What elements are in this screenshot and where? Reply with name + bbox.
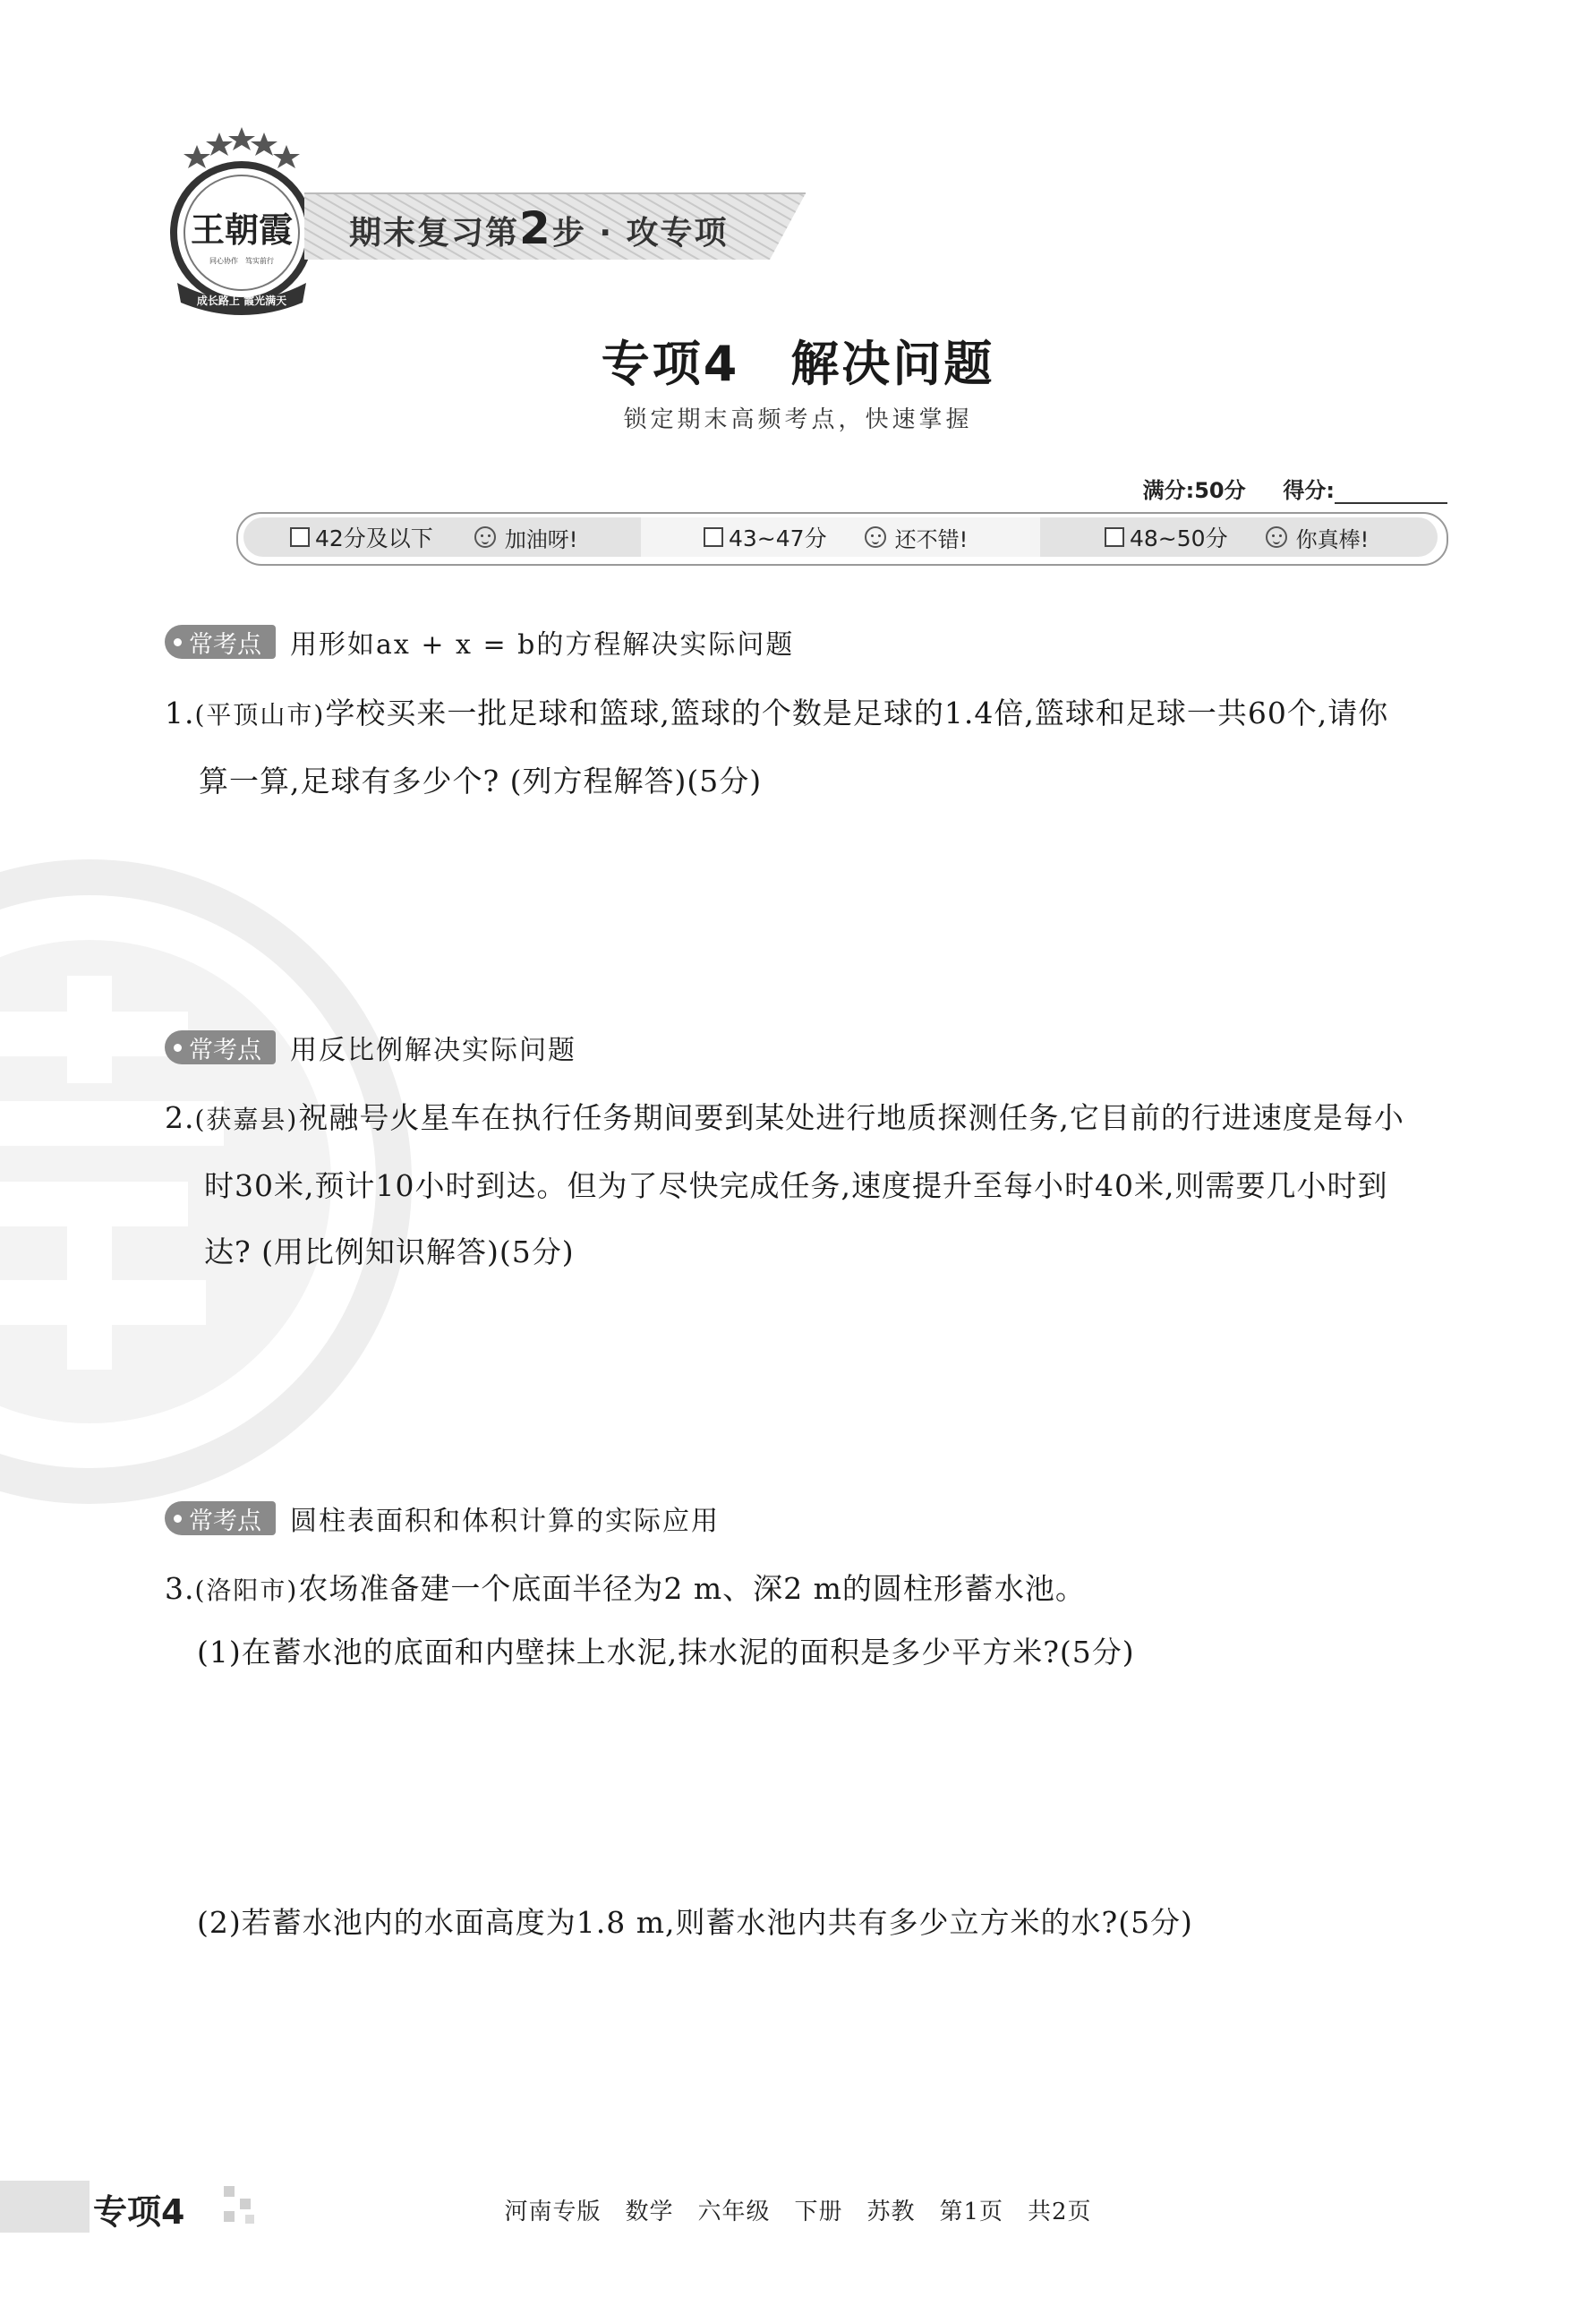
question-number-1: 1. [165,696,195,730]
rating-range-1: 42分及以下 [315,525,433,551]
question-1-line-1: 学校买来一批足球和篮球,篮球的个数是足球的1.4倍,篮球和足球一共60个,请你 [325,696,1389,730]
full-score-label: 满分:50分 [1142,478,1246,503]
smiley-icon [1266,526,1287,548]
rating-range-3: 48~50分 [1130,525,1228,551]
question-2-line-2: 时30米,预计10小时到达。但为了尽快完成任务,速度提升至每小时40米,则需要几小时到 [204,1168,1388,1203]
question-number-2: 2. [165,1100,195,1135]
question-2-line-3: 达? (用比例知识解答)(5分) [204,1234,575,1269]
footer-section-label: 专项4 [93,2192,185,2232]
rating-option-2[interactable] [704,521,968,553]
key-point-tag-label: 常考点 [189,630,261,659]
section-topic-1: 用形如ax + x = b的方程解决实际问题 [290,629,795,661]
logo-banner: 成长路上 霞光满天 [196,295,287,307]
header-step-text [349,202,729,254]
key-point-tag [165,1501,276,1535]
question-number-3: 3. [165,1571,195,1606]
question-source-1: (平顶山市) [194,700,326,730]
header-step-suffix: 步 · 攻专项 [551,215,729,252]
question-2-line-1: 祝融号火星车在执行任务期间要到某处进行地质探测任务,它目前的行进速度是每小 [298,1100,1404,1135]
question-3-line-1: 农场准备建一个底面半径为2 m、深2 m的圆柱形蓄水池。 [298,1571,1086,1606]
brand-logo [161,125,322,322]
logo-slogan-2: 笃实前行 [245,257,274,265]
rating-option-1[interactable] [290,521,577,553]
section-header-2 [165,1028,576,1067]
rating-checkbox-3[interactable] [1105,527,1124,547]
question-source-2: (获嘉县) [194,1105,299,1134]
logo-slogan-1: 同心协作 [209,257,238,265]
footer-page-info: 河南专版 数学 六年级 下册 苏教 第1页 共2页 [504,2199,1092,2225]
score-line [1143,473,1447,504]
got-score-label: 得分: [1283,478,1335,503]
question-source-3: (洛阳市) [194,1576,299,1605]
score-blank-field[interactable] [1335,483,1447,504]
question-1-line-2: 算一算,足球有多少个? (列方程解答)(5分) [199,764,763,799]
section-header-1 [165,622,794,662]
question-3-part-1: (1)在蓄水池的底面和内壁抹上水泥,抹水泥的面积是多少平方米?(5分) [197,1635,1135,1670]
key-point-tag-label: 常考点 [189,1507,261,1535]
question-3-part-2: (2)若蓄水池内的水面高度为1.8 m,则蓄水池内共有多少立方米的水?(5分) [197,1905,1193,1940]
page-title: 专项4 解决问题 [601,336,995,392]
section-topic-3: 圆柱表面积和体积计算的实际应用 [290,1506,720,1537]
logo-name: 王朝霞 [190,209,294,250]
key-point-tag [165,625,276,659]
rating-range-2: 43~47分 [729,525,827,551]
section-header-3 [165,1499,720,1538]
question-1 [165,680,1388,815]
header-step-prefix: 期末复习第 [349,215,520,252]
rating-option-3[interactable] [1105,521,1369,553]
rating-checkbox-2[interactable] [704,527,723,547]
question-2 [165,1085,1404,1285]
question-3 [165,1556,1086,1624]
rating-msg-2: 还不错! [894,526,969,552]
header-step-number: 2 [519,202,552,254]
smiley-icon [865,526,886,548]
section-topic-2: 用反比例解决实际问题 [290,1035,576,1066]
page-subtitle: 锁定期末高频考点，快速掌握 [623,406,973,433]
key-point-tag [165,1030,276,1064]
rating-msg-3: 你真棒! [1295,526,1370,552]
rating-msg-1: 加油呀! [504,526,578,552]
smiley-icon [474,526,496,548]
key-point-tag-label: 常考点 [189,1036,261,1064]
rating-checkbox-1[interactable] [290,527,310,547]
